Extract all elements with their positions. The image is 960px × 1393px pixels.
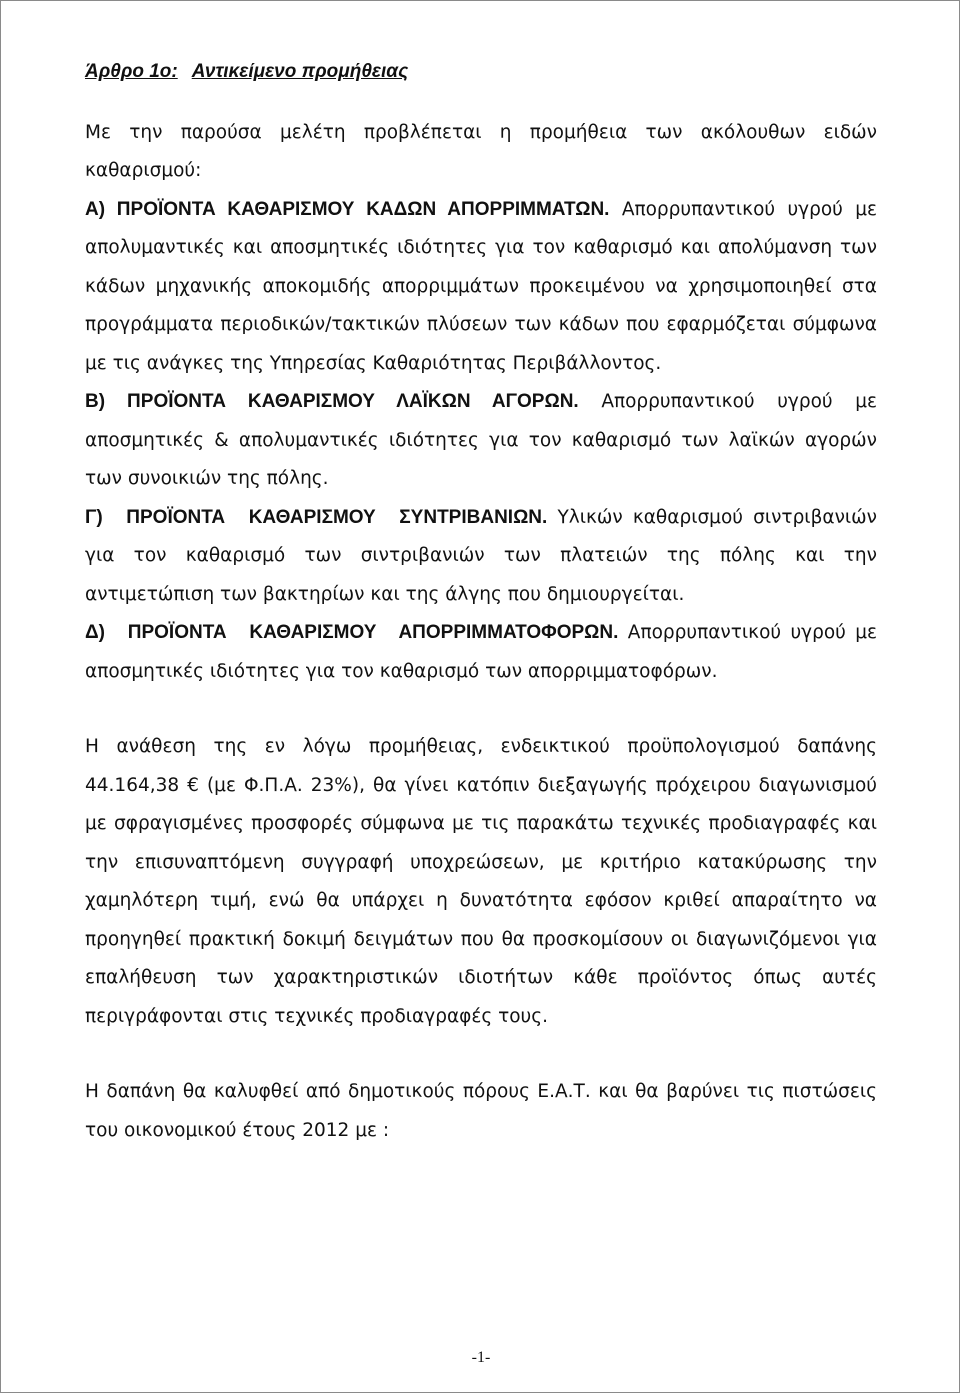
item-b-text: Απορρυπαντικού υγρού με αποσμητικές & απολυμαντικές ιδιότητες για τον καθαρισμό των λαϊκών αγορών των συνοικιών της πόλης. <box>85 391 877 489</box>
budget-paragraph: Η ανάθεση της εν λόγω προμήθειας, ενδεικτικού προϋπολογισμού δαπάνης 44.164,38 € (με Φ.Π.Α. 23%), θα γίνει κατόπιν διεξαγωγής πρόχειρου διαγωνισμού με σφραγισμένες προσφορές σύμφωνα με τις παρακάτω τεχνικές προδιαγραφές και την επισυναπτόμενη συγγραφή υποχρεώσεων, με κριτήριο κατακύρωσης την χαμηλότερη τιμή, ενώ θα υπάρχει η δυνατότητα εφόσον κριθεί απαραίτητο να προηγηθεί πρακτική δοκιμή δειγμάτων που θα προσκομίσουν οι διαγωνιζόμενοι για επαλήθευση των χαρακτηριστικών ιδιοτήτων κάθε προϊόντος όπως αυτές περιγράφονται στις τεχνικές προδιαγραφές τους. <box>85 736 877 1027</box>
item-a <box>85 191 877 384</box>
article-title <box>85 53 877 92</box>
page-number: -1- <box>471 1349 491 1366</box>
item-a-text: Απορρυπαντικού υγρού με απολυμαντικές και αποσμητικές ιδιότητες για τον καθαρισμό και απολύμανση των κάδων μηχανικής αποκομιδής απορριμμάτων προκειμένου να χρησιμοποιηθεί στα προγράμματα περιοδικών/τακτικών πλύσεων των κάδων που εφαρμόζεται σύμφωνα με τις ανάγκες της Υπηρεσίας Καθαριότητας Περιβάλλοντος. <box>85 198 878 374</box>
item-c-text: Υλικών καθαρισμού σιντριβανιών για τον καθαρισμό των σιντριβανιών των πλατειών της πόλης και την αντιμετώπιση των βακτηρίων και της άλγης που δημιουργείται. <box>85 506 877 605</box>
funding-paragraph: Η δαπάνη θα καλυφθεί από δημοτικούς πόρους Ε.Α.Τ. και θα βαρύνει τις πιστώσεις του οικονομικού έτους 2012 με : <box>85 1081 877 1141</box>
item-c <box>85 499 877 615</box>
item-d-text: Απορρυπαντικού υγρού με αποσμητικές ιδιότητες για τον καθαρισμό των απορριμματοφόρων. <box>85 622 877 682</box>
paragraph-spacer <box>85 691 877 728</box>
intro-paragraph: Με την παρούσα μελέτη προβλέπεται η προμήθεια των ακόλουθων ειδών καθαρισμού: <box>85 121 877 181</box>
item-b-heading: Β) ΠΡΟΪΟΝΤΑ ΚΑΘΑΡΙΣΜΟΥ ΛΑΪΚΩΝ ΑΓΟΡΩΝ. <box>85 391 579 412</box>
article-subject: Αντικείμενο προμήθειας <box>191 61 409 82</box>
article-label: Άρθρο 1ο: <box>85 61 178 82</box>
item-d-heading: Δ) ΠΡΟΪΟΝΤΑ ΚΑΘΑΡΙΣΜΟΥ ΑΠΟΡΡΙΜΜΑΤΟΦΟΡΩΝ. <box>85 622 619 643</box>
item-c-heading: Γ) ΠΡΟΪΟΝΤΑ ΚΑΘΑΡΙΣΜΟΥ ΣΥΝΤΡΙΒΑΝΙΩΝ. <box>85 506 548 528</box>
paragraph-spacer <box>85 1036 877 1073</box>
item-b <box>85 383 877 499</box>
item-d <box>85 614 877 691</box>
document-page <box>85 53 877 1150</box>
item-a-heading: Α) ΠΡΟΪΟΝΤΑ ΚΑΘΑΡΙΣΜΟΥ ΚΑΔΩΝ ΑΠΟΡΡΙΜΜΑΤΩΝ. <box>85 198 610 220</box>
